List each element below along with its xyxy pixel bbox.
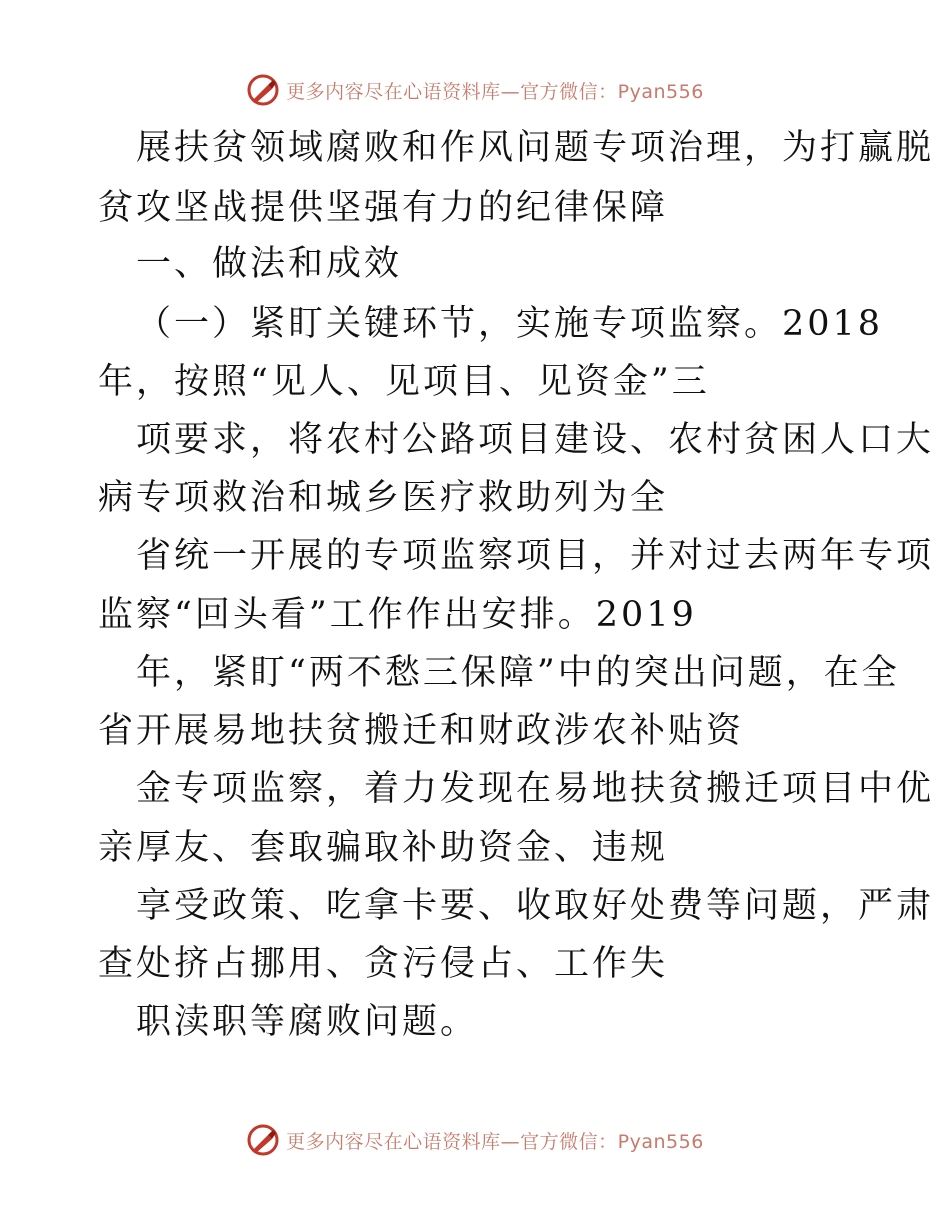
body-line-16: 职渎职等腐败问题。 xyxy=(136,1002,479,1042)
body-line-10: 年，紧盯“两不愁三保障”中的突出问题，在全 xyxy=(136,653,900,693)
section-heading: 一、做法和成效 xyxy=(136,244,403,284)
body-line-1: 展扶贫领域腐败和作风问题专项治理，为打赢脱 xyxy=(136,128,935,168)
body-line-11: 省开展易地扶贫搬迁和财政涉农补贴资 xyxy=(98,711,745,751)
footer-watermark xyxy=(0,1120,950,1160)
body-line-15: 查处挤占挪用、贪污侵占、工作失 xyxy=(98,944,669,984)
watermark-text: 更多内容尽在心语资料库—官方微信：Pyan556 xyxy=(286,80,704,103)
watermark-text: 更多内容尽在心语资料库—官方微信：Pyan556 xyxy=(286,1130,704,1153)
body-line-5: 年，按照“见人、见项目、见资金”三 xyxy=(98,362,710,402)
pen-logo-icon xyxy=(246,1123,280,1157)
body-line-8: 省统一开展的专项监察项目，并对过去两年专项 xyxy=(136,536,935,576)
header-watermark xyxy=(0,70,950,110)
body-line-9: 监察“回头看”工作作出安排。2019 xyxy=(98,595,697,635)
body-line-2: 贫攻坚战提供坚强有力的纪律保障 xyxy=(98,188,669,228)
body-line-6: 项要求，将农村公路项目建设、农村贫困人口大 xyxy=(136,420,935,460)
body-line-7: 病专项救治和城乡医疗救助列为全 xyxy=(98,478,669,518)
subsection-heading-line: （一）紧盯关键环节，实施专项监察。2018 xyxy=(136,304,884,344)
pen-logo-icon xyxy=(246,73,280,107)
body-line-12: 金专项监察，着力发现在易地扶贫搬迁项目中优 xyxy=(136,769,935,809)
body-line-13: 亲厚友、套取骗取补助资金、违规 xyxy=(98,828,669,868)
body-line-14: 享受政策、吃拿卡要、收取好处费等问题，严肃 xyxy=(136,886,935,926)
